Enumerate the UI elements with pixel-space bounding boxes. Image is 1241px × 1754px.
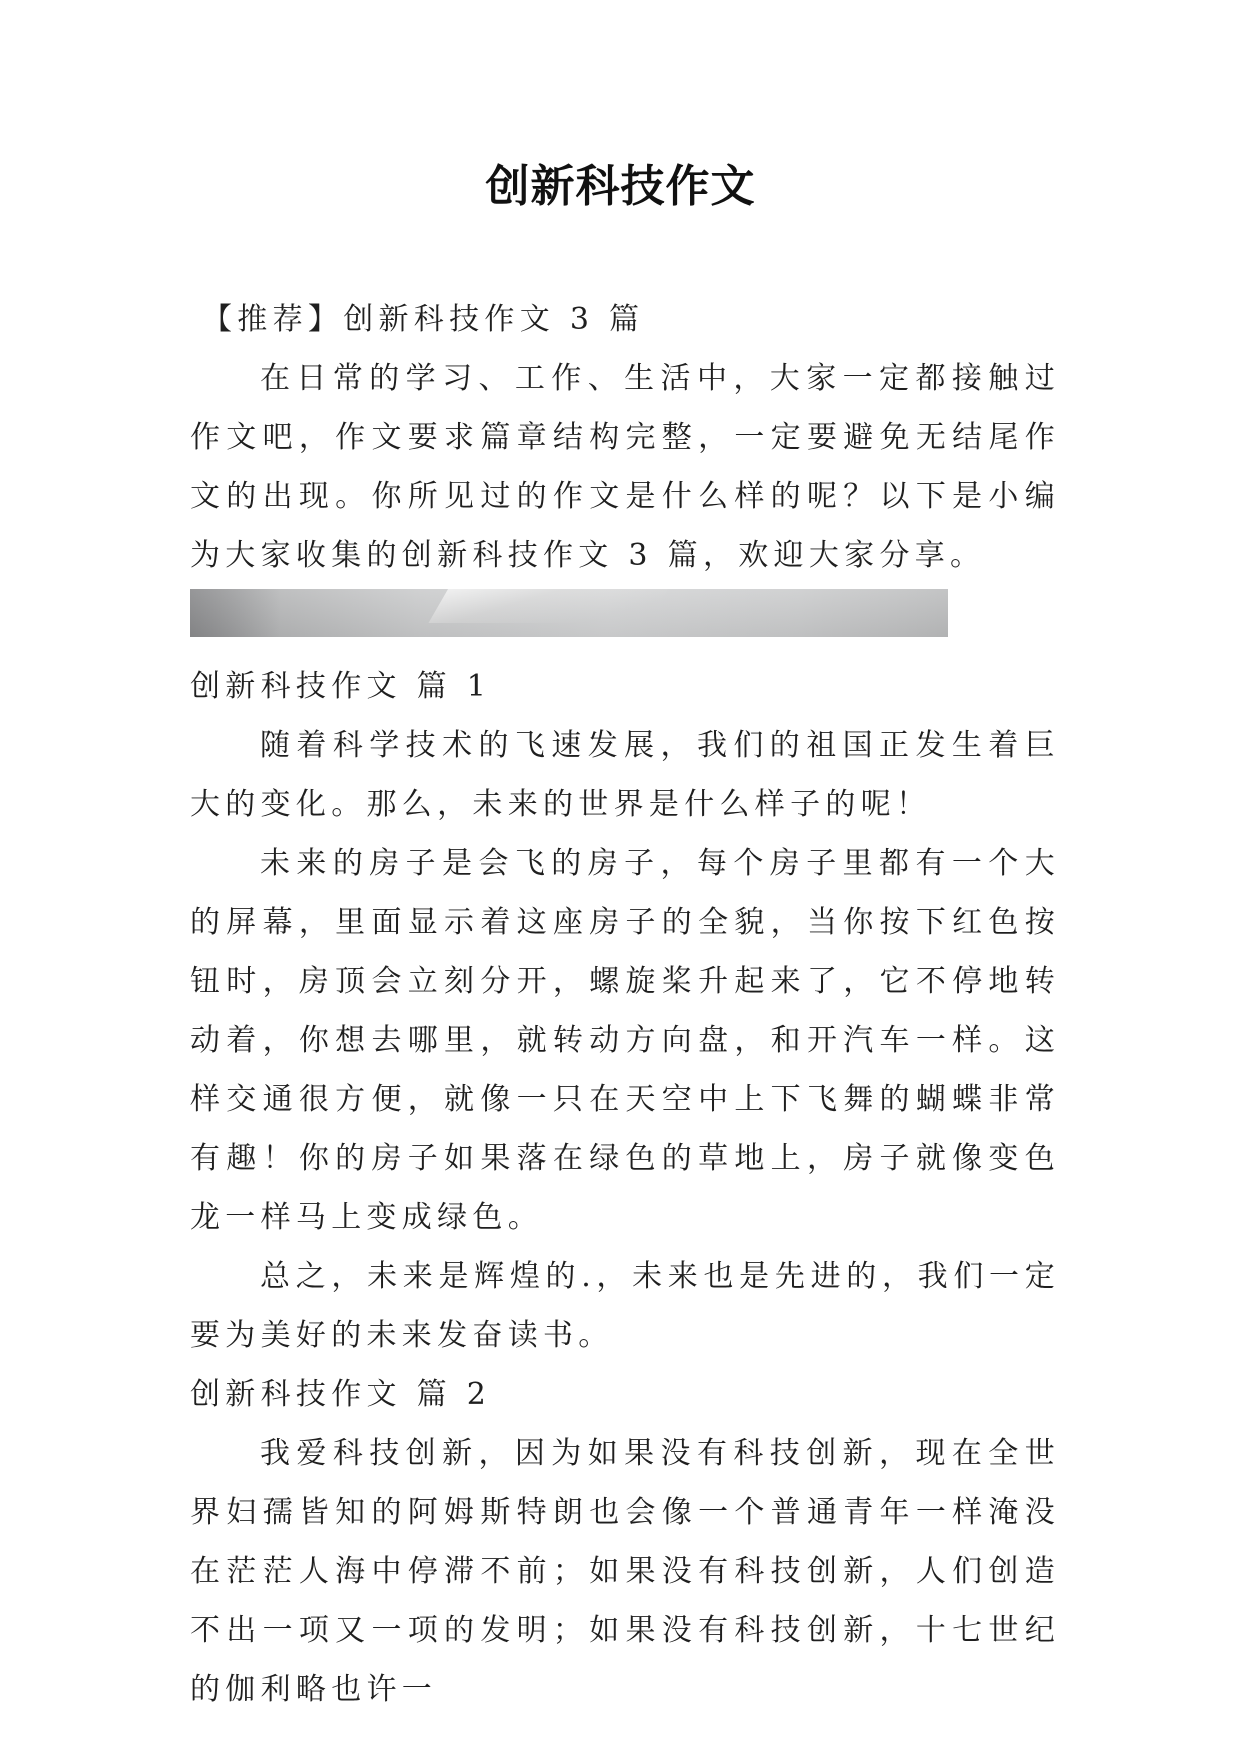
banner-image-overlay [190, 589, 948, 637]
banner-image [190, 589, 948, 637]
essay-1-paragraph-3: 总之，未来是辉煌的.，未来也是先进的，我们一定要为美好的未来发奋读书。 [190, 1259, 1060, 1353]
essay-1-paragraph-2: 未来的房子是会飞的房子，每个房子里都有一个大的屏幕，里面显示着这座房子的全貌，当你按下红色按钮时，房顶会立刻分开，螺旋桨升起来了，它不停地转动着，你想去哪里，就转动方向盘，和开汽车一样。这样交通很方便，就像一只在天空中上下飞舞的蝴蝶非常有趣！你的房子如果落在绿色的草地上，房子就像变色龙一样马上变成绿色。 [190, 846, 1060, 1235]
essay-2-heading: 创新科技作文 篇 2 [190, 1377, 492, 1412]
intro-paragraph: 在日常的学习、工作、生活中，大家一定都接触过作文吧，作文要求篇章结构完整，一定要避免无结尾作文的出现。你所见过的作文是什么样的呢？以下是小编为大家收集的创新科技作文 3 篇，欢迎大家分享。 [190, 361, 1060, 573]
document-body [190, 290, 1060, 1719]
essay-1-paragraph-1: 随着科学技术的飞速发展，我们的祖国正发生着巨大的变化。那么，未来的世界是什么样子的呢！ [190, 728, 1060, 822]
essay-2-paragraph-1: 我爱科技创新，因为如果没有科技创新，现在全世界妇孺皆知的阿姆斯特朗也会像一个普通青年一样淹没在茫茫人海中停滞不前；如果没有科技创新，人们创造不出一项又一项的发明；如果没有科技创新，十七世纪的伽利略也许一 [190, 1436, 1060, 1707]
document-title: 创新科技作文 [485, 161, 756, 212]
intro-heading: 【推荐】创新科技作文 3 篇 [202, 302, 645, 337]
essay-1-heading: 创新科技作文 篇 1 [190, 669, 492, 704]
